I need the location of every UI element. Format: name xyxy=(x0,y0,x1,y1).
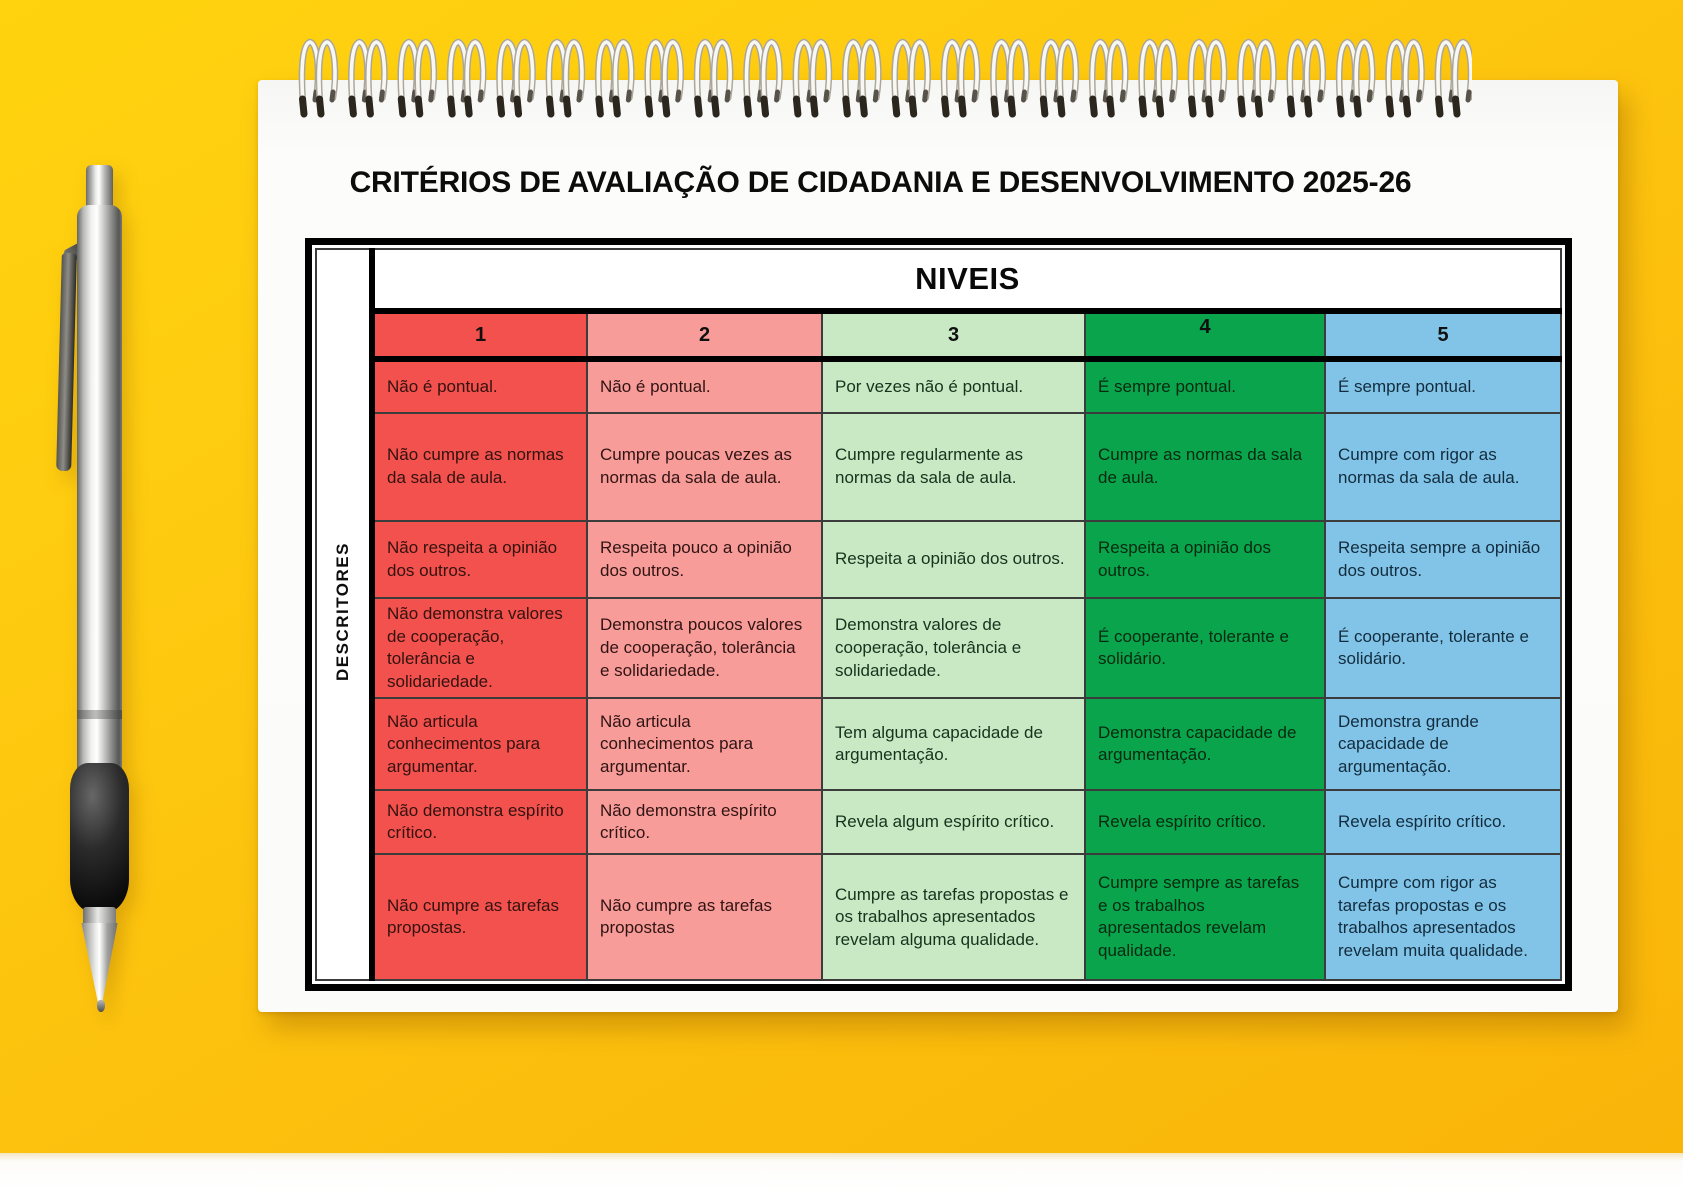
table-row xyxy=(316,598,1561,698)
descriptor-cell: Não articula conhecimentos para argumentar. xyxy=(372,698,587,790)
pen-grip xyxy=(70,763,129,913)
descriptor-cell: Cumpre as tarefas propostas e os trabalhos apresentados revelam alguma qualidade. xyxy=(822,854,1085,980)
table-row xyxy=(316,359,1561,413)
descriptor-cell: Não demonstra espírito crítico. xyxy=(372,790,587,854)
table-row xyxy=(316,698,1561,790)
descriptor-cell: É sempre pontual. xyxy=(1085,359,1325,413)
pen-ring xyxy=(77,710,122,719)
descriptor-cell: Cumpre poucas vezes as normas da sala de aula. xyxy=(587,413,822,521)
descriptor-cell: Não respeita a opinião dos outros. xyxy=(372,521,587,598)
pen-clip xyxy=(56,253,77,471)
descriptor-cell: Revela espírito crítico. xyxy=(1325,790,1561,854)
level-4-header: 4 xyxy=(1085,311,1325,359)
table-row xyxy=(316,790,1561,854)
descriptor-cell: Cumpre regularmente as normas da sala de aula. xyxy=(822,413,1085,521)
descriptor-cell: Respeita sempre a opinião dos outros. xyxy=(1325,521,1561,598)
descriptor-cell: Cumpre com rigor as tarefas propostas e os trabalhos apresentados revelam muita qualidade. xyxy=(1325,854,1561,980)
descriptor-cell: Tem alguma capacidade de argumentação. xyxy=(822,698,1085,790)
table-row xyxy=(316,413,1561,521)
descriptors-column-label xyxy=(316,249,372,980)
descriptor-cell: Cumpre com rigor as normas da sala de aula. xyxy=(1325,413,1561,521)
rubric-table xyxy=(305,238,1572,991)
level-1-header: 1 xyxy=(372,311,587,359)
descriptor-cell: Não cumpre as normas da sala de aula. xyxy=(372,413,587,521)
descriptor-cell: Não é pontual. xyxy=(587,359,822,413)
descriptor-cell: Revela algum espírito crítico. xyxy=(822,790,1085,854)
descriptor-cell: Cumpre as normas da sala de aula. xyxy=(1085,413,1325,521)
levels-header: NIVEIS xyxy=(372,249,1561,311)
descriptor-cell: Não demonstra valores de cooperação, tolerância e solidariedade. xyxy=(372,598,587,698)
descriptor-cell: Demonstra grande capacidade de argumentação. xyxy=(1325,698,1561,790)
descriptor-cell: Não demonstra espírito crítico. xyxy=(587,790,822,854)
descriptor-cell: Cumpre sempre as tarefas e os trabalhos apresentados revelam qualidade. xyxy=(1085,854,1325,980)
table-row xyxy=(316,854,1561,980)
descriptor-cell: É sempre pontual. xyxy=(1325,359,1561,413)
pen-tip-cone xyxy=(78,923,121,1009)
descriptor-cell: Não cumpre as tarefas propostas xyxy=(587,854,822,980)
descriptors-vertical-text: DESCRITORES xyxy=(332,541,352,681)
spiral-binding xyxy=(292,36,1472,128)
descriptor-cell: Não articula conhecimentos para argumentar. xyxy=(587,698,822,790)
descriptor-cell: Por vezes não é pontual. xyxy=(822,359,1085,413)
descriptor-cell: Não cumpre as tarefas propostas. xyxy=(372,854,587,980)
descriptor-cell: Revela espírito crítico. xyxy=(1085,790,1325,854)
descriptor-cell: Respeita pouco a opinião dos outros. xyxy=(587,521,822,598)
ballpoint-pen xyxy=(55,165,150,1015)
notebook-page xyxy=(258,80,1618,1012)
page-title: CRITÉRIOS DE AVALIAÇÃO DE CIDADANIA E DESENVOLVIMENTO 2025-26 xyxy=(349,166,1412,199)
surface-edge xyxy=(0,1153,1683,1190)
descriptor-cell: É cooperante, tolerante e solidário. xyxy=(1325,598,1561,698)
pen-point xyxy=(97,1000,105,1012)
level-2-header: 2 xyxy=(587,311,822,359)
level-3-header: 3 xyxy=(822,311,1085,359)
descriptor-cell: Não é pontual. xyxy=(372,359,587,413)
table-row xyxy=(316,521,1561,598)
descriptor-cell: Demonstra capacidade de argumentação. xyxy=(1085,698,1325,790)
descriptor-cell: Respeita a opinião dos outros. xyxy=(822,521,1085,598)
descriptor-cell: Respeita a opinião dos outros. xyxy=(1085,521,1325,598)
descriptor-cell: É cooperante, tolerante e solidário. xyxy=(1085,598,1325,698)
level-5-header: 5 xyxy=(1325,311,1561,359)
descriptor-cell: Demonstra poucos valores de cooperação, tolerância e solidariedade. xyxy=(587,598,822,698)
pen-barrel xyxy=(77,205,122,772)
descriptor-cell: Demonstra valores de cooperação, tolerância e solidariedade. xyxy=(822,598,1085,698)
